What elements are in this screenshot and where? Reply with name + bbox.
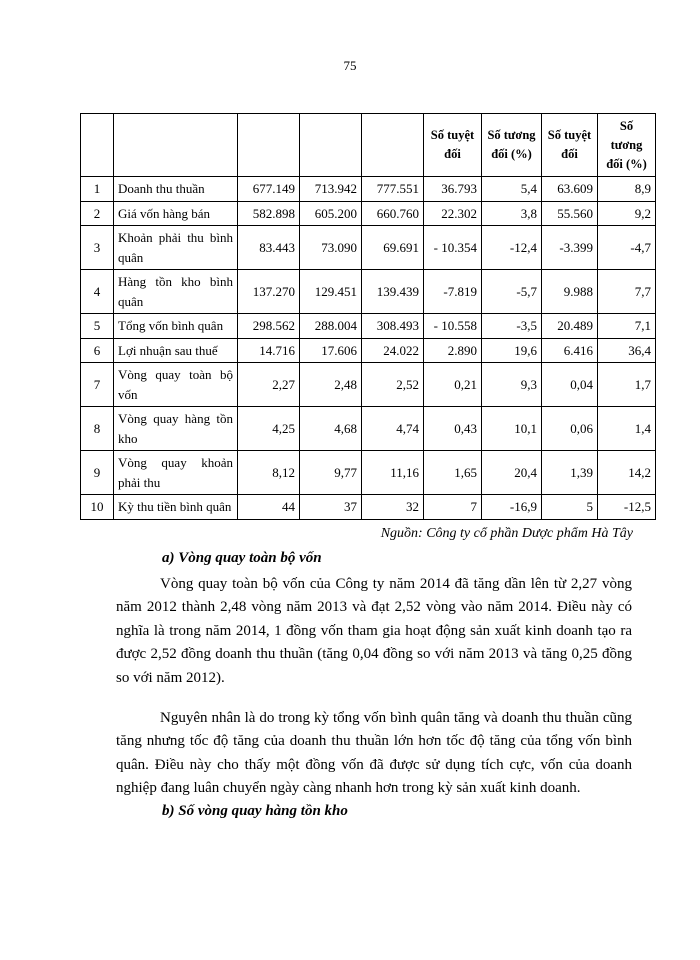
header-cell xyxy=(238,114,300,177)
value-cell: 9,2 xyxy=(598,201,656,226)
value-cell: 308.493 xyxy=(362,314,424,339)
row-label: Khoản phải thu bình quân xyxy=(114,226,238,270)
value-cell: 36.793 xyxy=(424,177,482,202)
section-b-heading: b) Số vòng quay hàng tồn kho xyxy=(162,803,348,819)
table-row xyxy=(81,407,656,451)
header-cell: Số tương đối (%) xyxy=(482,114,542,177)
header-cell: Số tương đối (%) xyxy=(598,114,656,177)
value-cell: 605.200 xyxy=(300,201,362,226)
row-label: Giá vốn hàng bán xyxy=(114,201,238,226)
value-cell: 4,68 xyxy=(300,407,362,451)
header-cell xyxy=(300,114,362,177)
header-cell: Số tuyệt đối xyxy=(424,114,482,177)
value-cell: 73.090 xyxy=(300,226,362,270)
value-cell: 582.898 xyxy=(238,201,300,226)
value-cell: 9,77 xyxy=(300,451,362,495)
table-row xyxy=(81,314,656,339)
value-cell: 44 xyxy=(238,495,300,520)
value-cell: 14.716 xyxy=(238,338,300,363)
value-cell: 129.451 xyxy=(300,270,362,314)
row-number: 4 xyxy=(81,270,114,314)
value-cell: 7 xyxy=(424,495,482,520)
value-cell: 137.270 xyxy=(238,270,300,314)
value-cell: 7,7 xyxy=(598,270,656,314)
value-cell: 11,16 xyxy=(362,451,424,495)
header-cell xyxy=(362,114,424,177)
row-label: Doanh thu thuần xyxy=(114,177,238,202)
table-row xyxy=(81,451,656,495)
value-cell: 8,9 xyxy=(598,177,656,202)
value-cell: -3,5 xyxy=(482,314,542,339)
value-cell: 55.560 xyxy=(542,201,598,226)
table-row xyxy=(81,226,656,270)
value-cell: 24.022 xyxy=(362,338,424,363)
header-cell xyxy=(81,114,114,177)
page-number: 75 xyxy=(343,58,357,73)
value-cell: 1,65 xyxy=(424,451,482,495)
value-cell: - 10.558 xyxy=(424,314,482,339)
value-cell: 0,43 xyxy=(424,407,482,451)
row-label: Lợi nhuận sau thuế xyxy=(114,338,238,363)
value-cell: 32 xyxy=(362,495,424,520)
value-cell: 5 xyxy=(542,495,598,520)
value-cell: 2,27 xyxy=(238,363,300,407)
section-a-paragraph-2: Nguyên nhân là do trong kỳ tổng vốn bình quân tăng và doanh thu thuần cũng tăng nhưng tốc độ tăng của doanh thu thuần lớn hơn tốc độ tăng của tổng vốn bình quân. Điều này cho thấy một đồng vốn đã được sử dụng tích cực, vốn của doanh nghiệp đang luân chuyển ngày càng nhanh hơn trong kỳ sản xuất kinh doanh. xyxy=(116,710,632,797)
table-row xyxy=(81,201,656,226)
value-cell: 37 xyxy=(300,495,362,520)
value-cell: 10,1 xyxy=(482,407,542,451)
value-cell: -16,9 xyxy=(482,495,542,520)
value-cell: 5,4 xyxy=(482,177,542,202)
value-cell: 8,12 xyxy=(238,451,300,495)
table-row xyxy=(81,177,656,202)
value-cell: 17.606 xyxy=(300,338,362,363)
row-number: 10 xyxy=(81,495,114,520)
value-cell: 36,4 xyxy=(598,338,656,363)
value-cell: 2.890 xyxy=(424,338,482,363)
value-cell: - 10.354 xyxy=(424,226,482,270)
value-cell: 3,8 xyxy=(482,201,542,226)
table-header-row xyxy=(81,114,656,177)
value-cell: 298.562 xyxy=(238,314,300,339)
table-body xyxy=(81,177,656,520)
value-cell: -3.399 xyxy=(542,226,598,270)
value-cell: 83.443 xyxy=(238,226,300,270)
value-cell: 139.439 xyxy=(362,270,424,314)
row-number: 3 xyxy=(81,226,114,270)
row-number: 8 xyxy=(81,407,114,451)
value-cell: 69.691 xyxy=(362,226,424,270)
value-cell: -4,7 xyxy=(598,226,656,270)
value-cell: 22.302 xyxy=(424,201,482,226)
value-cell: 713.942 xyxy=(300,177,362,202)
value-cell: 9,3 xyxy=(482,363,542,407)
row-label: Kỳ thu tiền bình quân xyxy=(114,495,238,520)
value-cell: 1,39 xyxy=(542,451,598,495)
value-cell: -5,7 xyxy=(482,270,542,314)
value-cell: 2,52 xyxy=(362,363,424,407)
value-cell: 6.416 xyxy=(542,338,598,363)
value-cell: 20.489 xyxy=(542,314,598,339)
value-cell: 63.609 xyxy=(542,177,598,202)
value-cell: 4,74 xyxy=(362,407,424,451)
value-cell: -12,5 xyxy=(598,495,656,520)
value-cell: 0,06 xyxy=(542,407,598,451)
row-number: 2 xyxy=(81,201,114,226)
value-cell: 677.149 xyxy=(238,177,300,202)
value-cell: 4,25 xyxy=(238,407,300,451)
row-label: Tổng vốn bình quân xyxy=(114,314,238,339)
source-note: Nguồn: Công ty cổ phần Dược phẩm Hà Tây xyxy=(380,526,633,541)
value-cell: 0,21 xyxy=(424,363,482,407)
header-cell xyxy=(114,114,238,177)
row-number: 6 xyxy=(81,338,114,363)
table-row xyxy=(81,363,656,407)
value-cell: 14,2 xyxy=(598,451,656,495)
header-cell: Số tuyệt đối xyxy=(542,114,598,177)
value-cell: 0,04 xyxy=(542,363,598,407)
value-cell: 1,4 xyxy=(598,407,656,451)
table-row xyxy=(81,270,656,314)
row-label: Vòng quay hàng tồn kho xyxy=(114,407,238,451)
row-label: Hàng tồn kho bình quân xyxy=(114,270,238,314)
value-cell: 777.551 xyxy=(362,177,424,202)
financial-table xyxy=(80,113,656,520)
section-a-heading: a) Vòng quay toàn bộ vốn xyxy=(162,550,322,566)
value-cell: 7,1 xyxy=(598,314,656,339)
value-cell: -12,4 xyxy=(482,226,542,270)
row-label: Vòng quay khoản phải thu xyxy=(114,451,238,495)
section-a-paragraph-1: Vòng quay toàn bộ vốn của Công ty năm 2014 đã tăng dần lên từ 2,27 vòng năm 2012 thành 2,48 vòng năm 2013 và đạt 2,52 vòng vào năm 2014. Điều này có nghĩa là trong năm 2014, 1 đồng vốn tham gia hoạt động sản xuất kinh doanh tạo ra được 2,52 đồng doanh thu thuần (tăng 0,04 đồng so với năm 2013 và tăng 0,25 đồng so với năm 2012). xyxy=(116,576,632,686)
value-cell: 20,4 xyxy=(482,451,542,495)
row-label: Vòng quay toàn bộ vốn xyxy=(114,363,238,407)
value-cell: 19,6 xyxy=(482,338,542,363)
value-cell: 2,48 xyxy=(300,363,362,407)
table-row xyxy=(81,338,656,363)
value-cell: 288.004 xyxy=(300,314,362,339)
value-cell: 9.988 xyxy=(542,270,598,314)
row-number: 9 xyxy=(81,451,114,495)
row-number: 1 xyxy=(81,177,114,202)
value-cell: 1,7 xyxy=(598,363,656,407)
row-number: 5 xyxy=(81,314,114,339)
value-cell: -7.819 xyxy=(424,270,482,314)
table-row xyxy=(81,495,656,520)
value-cell: 660.760 xyxy=(362,201,424,226)
row-number: 7 xyxy=(81,363,114,407)
